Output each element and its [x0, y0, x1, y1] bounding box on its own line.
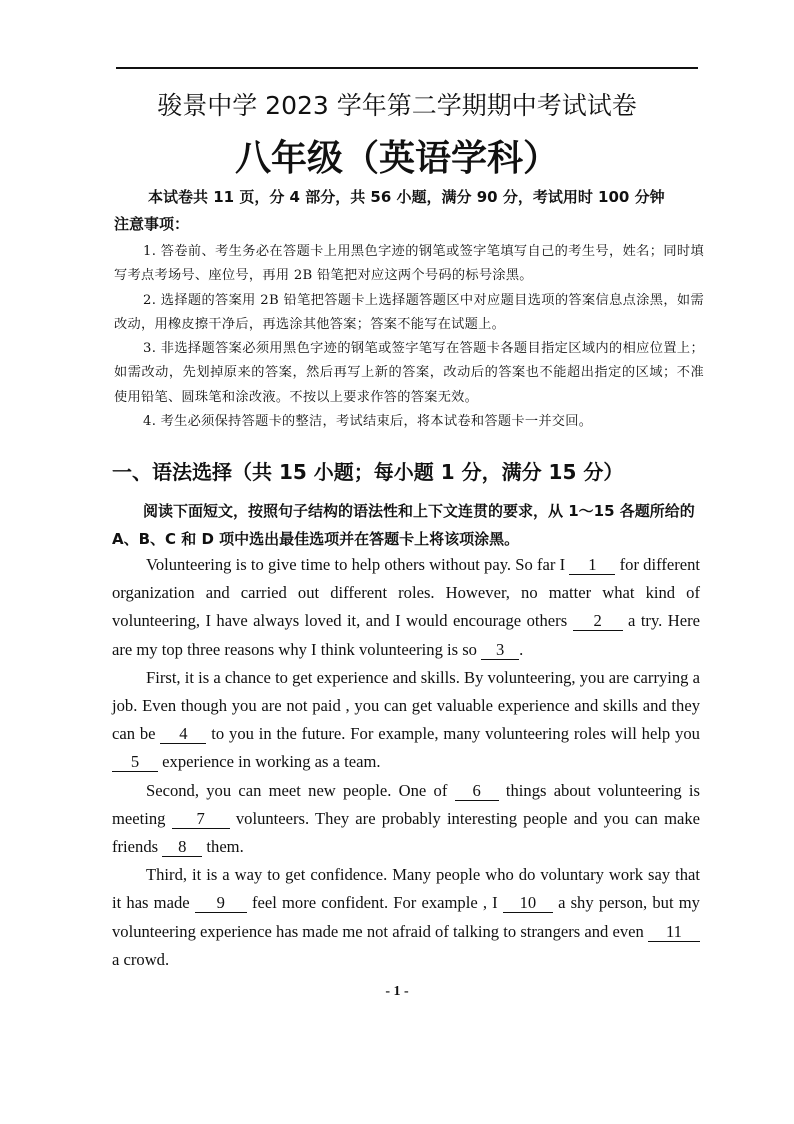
section-directions — [112, 497, 700, 553]
subject-title: 八年级（英语学科） — [234, 138, 559, 179]
answer-blank: 2 — [573, 612, 623, 631]
passage-text: First, it is a chance to get experience and skills. By volunteering, you are carrying a job. Even though you are not paid , you can get valuable experience and skills and they can be — [112, 667, 700, 744]
notice-item: 1. 答卷前、考生务必在答题卡上用黑色字迹的钢笔或签字笔填写自己的考生号，姓名；同时填写考点考场号、座位号，再用 2B 铅笔把对应这两个号码的标号涂黑。 — [114, 244, 704, 284]
school-title: 骏景中学 2023 学年第二学期期中考试试卷 — [157, 91, 637, 120]
answer-blank: 6 — [455, 782, 499, 801]
passage-text: Volunteering is to give time to help others without pay. So far I — [146, 555, 566, 574]
answer-blank: 8 — [162, 838, 202, 857]
passage-text: a crowd. — [112, 949, 170, 969]
notice-list — [114, 240, 704, 434]
passage-text: to you in the future. For example, many volunteering roles will help you — [211, 724, 700, 744]
answer-blank: 1 — [569, 556, 615, 575]
answer-blank: 5 — [112, 753, 158, 772]
passage-text: things about volunteering is meeting — [112, 780, 700, 828]
notice-heading: 注意事项： — [114, 215, 190, 233]
section-heading: 一、语法选择（共 15 小题；每小题 1 分，满分 15 分） — [112, 460, 624, 484]
passage-text: Third, it is a way to get confidence. Many people who do voluntary work say that it has made — [112, 865, 700, 913]
notice-item: 2. 选择题的答案用 2B 铅笔把答题卡上选择题答题区中对应题目选项的答案信息点涂黑，如需改动，用橡皮擦干净后，再选涂其他答案；答案不能写在试题上。 — [114, 292, 704, 332]
exam-info: 本试卷共 11 页，分 4 部分，共 56 小题，满分 90 分，考试用时 100 分钟 — [148, 188, 665, 206]
answer-blank: 9 — [195, 894, 247, 913]
answer-blank: 11 — [648, 923, 700, 942]
passage-paragraph — [112, 551, 700, 664]
reading-passage — [112, 551, 700, 974]
passage-paragraph — [112, 777, 700, 862]
passage-text: a shy person, but my volunteering experience has made me not afraid of talking to strangers and even — [112, 893, 700, 941]
answer-blank: 4 — [160, 725, 206, 744]
notice-item: 3. 非选择题答案必须用黑色字迹的钢笔或签字笔写在答题卡各题目指定区域内的相应位置上；如需改动，先划掉原来的答案，然后再写上新的答案，改动后的答案也不能超出指定的区域；不准使用铅笔、圆珠笔和涂改液。不按以上要求作答的答案无效。 — [114, 341, 704, 405]
passage-text: volunteers. They are probably interesting people and you can make friends — [112, 808, 700, 857]
passage-text: Second, you can meet new people. One of — [146, 780, 448, 800]
passage-text: experience in working as a team. — [162, 752, 381, 772]
page-number: - 1 - — [385, 984, 409, 999]
passage-paragraph — [112, 664, 700, 777]
answer-blank: 7 — [172, 810, 230, 829]
passage-text: a try. Here are my top three reasons why I think volunteering is so — [112, 611, 700, 659]
notice-item: 4. 考生必须保持答题卡的整洁，考试结束后，将本试卷和答题卡一并交回。 — [143, 414, 593, 430]
top-rule — [116, 67, 698, 69]
answer-blank: 10 — [503, 894, 553, 913]
passage-text: feel more confident. For example , I — [251, 893, 498, 913]
passage-text: for different organization and carried out different roles. However, no matter what kind of volunteering, I have always loved it, and I would encourage others — [112, 555, 701, 631]
passage-paragraph — [112, 861, 700, 974]
passage-text: . — [519, 639, 524, 659]
passage-text: them. — [206, 837, 244, 857]
directions-text: 阅读下面短文，按照句子结构的语法性和上下文连贯的要求，从 1～15 各题所给的 A、B、C 和 D 项中选出最佳选项并在答题卡上将该项涂黑。 — [112, 502, 695, 548]
answer-blank: 3 — [481, 641, 519, 660]
